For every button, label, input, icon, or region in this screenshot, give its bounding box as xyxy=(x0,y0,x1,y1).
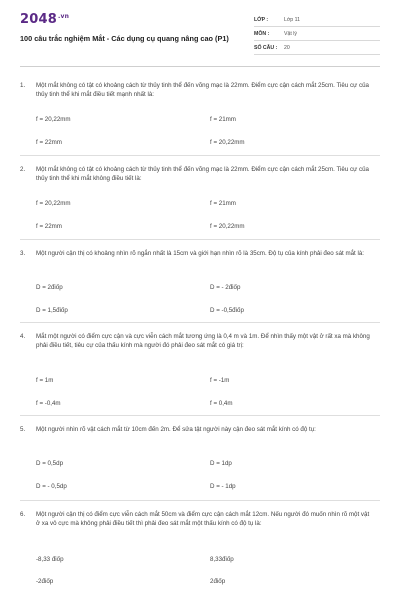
option-a[interactable]: D = 0,5dp xyxy=(36,460,64,467)
document-title: 100 câu trắc nghiệm Mắt - Các dụng cụ quang nâng cao (P1) xyxy=(20,34,229,43)
question-text: Một người nhìn rõ vật cách mắt từ 10cm đến 2m. Để sửa tật người này cận đeo sát mắt kính có độ tụ: xyxy=(36,426,316,433)
option-b[interactable]: f = -1m xyxy=(210,377,230,384)
question-number: 6. xyxy=(20,511,26,518)
question-6 xyxy=(20,510,380,585)
meta-value: Lớp 11 xyxy=(284,16,300,23)
option-c[interactable]: f = 22mm xyxy=(36,223,62,230)
meta-label: MÔN : xyxy=(254,30,270,37)
question-text: Một mắt không có tật có khoảng cách từ thủy tinh thể đến võng mạc là 22mm. Điểm cực cận cách mắt 25cm. Tiêu cự của thủy tinh thể khi mắt điều tiết mạnh nhất là: xyxy=(36,82,369,99)
option-d[interactable]: D = -0,5điốp xyxy=(210,307,244,314)
question-number: 3. xyxy=(20,250,26,257)
site-logo[interactable] xyxy=(20,12,69,27)
question-5 xyxy=(20,425,380,490)
question-number: 1. xyxy=(20,82,26,89)
meta-value: 20 xyxy=(284,44,290,51)
option-b[interactable]: D = 1dp xyxy=(210,460,232,467)
question-text: Một người cận thị có điểm cực viễn cách mắt 50cm và điểm cực cận cách mắt 12cm. Nếu người đó muốn nhìn rõ một vật ở xa vô cực mà không phải điều tiết thì phải đeo sát mắt một thấu kính có độ tụ là: xyxy=(36,511,370,528)
question-divider xyxy=(20,239,380,240)
question-divider xyxy=(20,322,380,323)
option-d[interactable]: f = 20,22mm xyxy=(210,223,245,230)
meta-table xyxy=(254,13,380,55)
option-a[interactable]: f = 20,22mm xyxy=(36,116,71,123)
meta-label: LỚP : xyxy=(254,16,269,23)
option-b[interactable]: D = - 2điốp xyxy=(210,284,241,291)
question-text: Một mắt không có tật có khoảng cách từ thủy tinh thể đến võng mạc là 22mm. Điểm cực cận cách mắt 25cm. Tiêu cự của thủy tinh thể khi mắt không điều tiết là: xyxy=(36,166,369,183)
option-d[interactable]: D = - 1dp xyxy=(210,483,236,490)
option-a[interactable]: f = 20,22mm xyxy=(36,200,71,207)
option-c[interactable]: D = - 0,5dp xyxy=(36,483,67,490)
option-a[interactable]: D = 2điốp xyxy=(36,284,63,291)
header-divider xyxy=(20,66,380,67)
question-divider xyxy=(20,155,380,156)
question-divider xyxy=(20,415,380,416)
question-number: 2. xyxy=(20,166,26,173)
question-divider xyxy=(20,500,380,501)
meta-row-class xyxy=(254,13,380,27)
meta-row-count xyxy=(254,41,380,55)
option-b[interactable]: f = 21mm xyxy=(210,116,236,123)
logo-suffix: .vn xyxy=(57,12,70,20)
meta-row-subject xyxy=(254,27,380,41)
option-d[interactable]: f = 0,4m xyxy=(210,400,233,407)
question-3 xyxy=(20,249,380,314)
option-d[interactable]: f = 20,22mm xyxy=(210,139,245,146)
option-b[interactable]: 8,33điốp xyxy=(210,556,234,563)
option-c[interactable]: f = 22mm xyxy=(36,139,62,146)
option-a[interactable]: f = 1m xyxy=(36,377,54,384)
option-c[interactable]: -2điốp xyxy=(36,578,54,585)
question-1 xyxy=(20,81,380,146)
option-a[interactable]: -8,33 điốp xyxy=(36,556,64,563)
option-c[interactable]: f = -0,4m xyxy=(36,400,61,407)
document-header xyxy=(0,0,400,66)
question-number: 5. xyxy=(20,426,26,433)
option-d[interactable]: 2điốp xyxy=(210,578,226,585)
question-text: Mắt một người có điểm cực cận và cực viễn cách mắt tương ứng là 0,4 m và 1m. Để nhìn thấy một vật ở rất xa mà không phải điều tiết, tiêu cự của thấu kính mà người đó phải đeo sát mắt có giá trị: xyxy=(36,333,370,350)
logo-text: 2048 xyxy=(20,12,57,27)
question-text: Một người cận thị có khoảng nhìn rõ ngắn nhất là 15cm và giới hạn nhìn rõ là 35cm. Độ tụ của kính phải đeo sát mắt là: xyxy=(36,250,365,257)
option-c[interactable]: D = 1,5điốp xyxy=(36,307,68,314)
option-b[interactable]: f = 21mm xyxy=(210,200,236,207)
meta-value: Vật lý xyxy=(284,30,297,37)
meta-label: SỐ CÂU : xyxy=(254,44,278,51)
question-2 xyxy=(20,165,380,230)
question-number: 4. xyxy=(20,333,26,340)
question-4 xyxy=(20,332,380,407)
